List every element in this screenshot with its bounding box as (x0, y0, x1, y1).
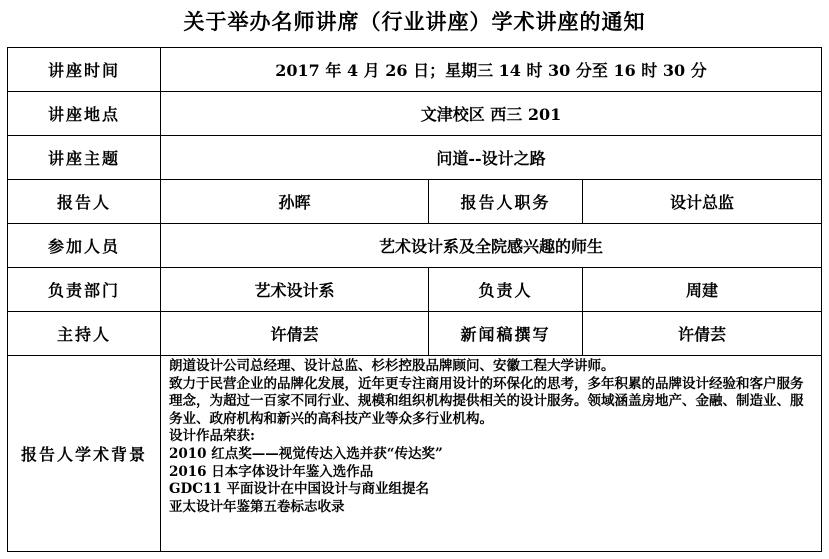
background-line: 朗道设计公司总经理、设计总监、杉杉控股品牌顾问、安徽工程大学讲师。 (169, 358, 615, 374)
value-dept-head: 周建 (583, 268, 822, 312)
label-speaker: 报告人 (8, 180, 161, 224)
label-speaker-title: 报告人职务 (429, 180, 583, 224)
label-press-writer: 新闻稿撰写 (429, 312, 583, 356)
value-press-writer: 许倩芸 (583, 312, 822, 356)
value-topic: 问道--设计之路 (161, 136, 822, 180)
background-line: 2016 日本字体设计年鉴入选作品 (169, 463, 374, 480)
label-background: 报告人学术背景 (8, 356, 161, 552)
label-time: 讲座时间 (8, 48, 161, 92)
background-line: 2010 红点奖——视觉传达入选并获“传达奖” (169, 445, 443, 462)
background-line: 设计作品荣获: (169, 428, 255, 445)
label-host: 主持人 (8, 312, 161, 356)
background-line: 亚太设计年鉴第五卷标志收录 (169, 498, 345, 515)
background-line: GDC11 平面设计在中国设计与商业组提名 (169, 481, 429, 498)
value-dept: 艺术设计系 (161, 268, 429, 312)
value-speaker: 孙晖 (161, 180, 429, 224)
table-row-topic (8, 136, 822, 180)
value-host: 许倩芸 (161, 312, 429, 356)
table-row-audience (8, 224, 822, 268)
value-speaker-title: 设计总监 (583, 180, 822, 224)
page-title: 关于举办名师讲席（行业讲座）学术讲座的通知 (183, 9, 646, 34)
label-place: 讲座地点 (8, 92, 161, 136)
table-row-host (8, 312, 822, 356)
table-row-speaker (8, 180, 822, 224)
table-row-dept (8, 268, 822, 312)
value-place: 文津校区 西三 201 (161, 92, 822, 136)
table-row-background (8, 356, 822, 552)
value-audience: 艺术设计系及全院感兴趣的师生 (161, 224, 822, 268)
table-row-place (8, 92, 822, 136)
value-background (161, 356, 822, 552)
label-dept: 负责部门 (8, 268, 161, 312)
table-row-time (8, 48, 822, 92)
notice-table (7, 47, 822, 552)
value-time: 2017 年 4 月 26 日；星期三 14 时 30 分至 16 时 30 分 (161, 48, 822, 92)
label-dept-head: 负责人 (429, 268, 583, 312)
label-audience: 参加人员 (8, 224, 161, 268)
label-topic: 讲座主题 (8, 136, 161, 180)
background-line: 致力于民营企业的品牌化发展，近年更专注商用设计的环保化的思考，多年积累的品牌设计经验和客户服务理念，为超过一百家不同行业、规模和组织机构提供相关的设计服务。领域涵盖房地产、金融、制造业、服务业、政府机构和新兴的高科技产业等众多行业机构。 (169, 375, 804, 427)
